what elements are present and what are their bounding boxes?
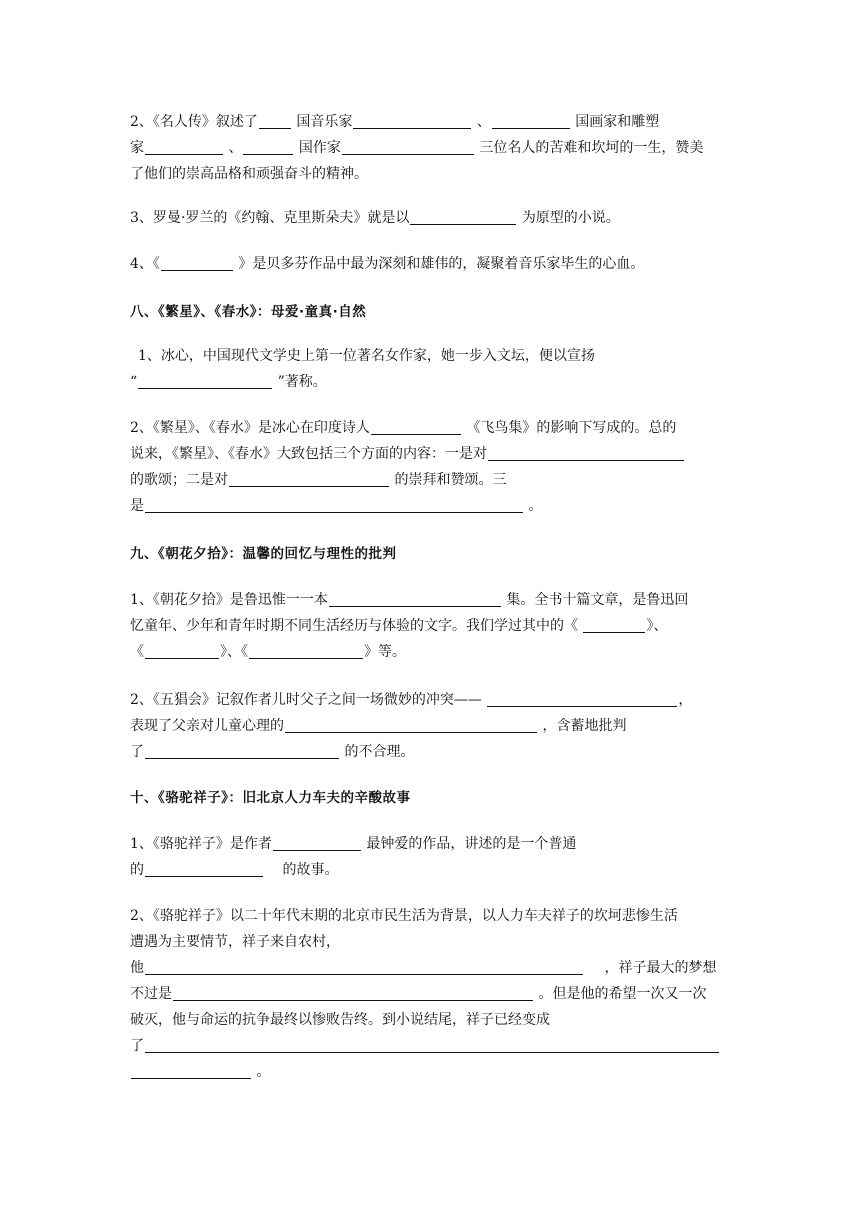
text: ，含蓄地批判 — [542, 718, 627, 734]
text: 他 — [130, 960, 144, 976]
text: 4、《 — [130, 256, 160, 272]
text: 国画家和雕塑 — [575, 114, 660, 130]
text: 的崇拜和赞颂。三 — [394, 472, 507, 488]
text: 》等。 — [364, 644, 406, 660]
answer-blank[interactable] — [492, 113, 570, 129]
text: 了 — [130, 1038, 144, 1054]
answer-blank[interactable] — [145, 497, 523, 513]
answer-blank[interactable] — [131, 1063, 251, 1079]
s10-q1-line1 — [130, 834, 576, 856]
s7-q4 — [130, 254, 644, 276]
text: 不过是 — [130, 986, 172, 1002]
text: 3、罗曼·罗兰的《约翰、克里斯朵夫》就是以 — [130, 210, 410, 226]
text: 2、《骆驼祥子》以二十年代末期的北京市民生活为背景，以人力车夫祥子的坎坷悲惨生活 — [130, 908, 678, 924]
text: 《飞鸟集》的影响下写成的。总的 — [466, 420, 677, 436]
answer-blank[interactable] — [229, 471, 389, 487]
s10-q2-line1 — [130, 906, 678, 928]
answer-blank[interactable] — [285, 717, 537, 733]
text: 》、 — [646, 618, 668, 634]
text: 了 — [130, 744, 144, 760]
s9-q2-line1 — [130, 690, 692, 712]
text: 的故事。 — [282, 862, 339, 878]
text: 。 — [528, 498, 543, 514]
s8-q2-line4 — [130, 496, 542, 518]
text: 的不合理。 — [344, 744, 415, 760]
s10-q2-line3 — [130, 958, 716, 980]
s10-q2-line2 — [130, 932, 340, 954]
s8-q2-line2 — [130, 444, 685, 466]
text: 忆童年、少年和青年时期不同生活经历与体验的文字。我们学过其中的《 — [130, 618, 578, 634]
answer-blank[interactable] — [138, 373, 272, 389]
text: 破灭，他与命运的抗争最终以惨败告终。到小说结尾，祥子已经变成 — [130, 1012, 550, 1028]
answer-blank[interactable] — [145, 643, 219, 659]
s7-q2-line1 — [130, 112, 659, 134]
answer-blank[interactable] — [410, 209, 516, 225]
text: 、 — [228, 140, 243, 156]
text: 。 — [256, 1064, 271, 1080]
s8-q2-line1 — [130, 418, 676, 440]
answer-blank[interactable] — [145, 861, 263, 877]
text: 遭遇为主要情节，祥子来自农村， — [130, 934, 340, 950]
text: 的 — [130, 862, 144, 878]
s8-q2-line3 — [130, 470, 506, 492]
text: 三位名人的苦难和坎坷的一生，赞美 — [479, 140, 704, 156]
answer-blank[interactable] — [145, 959, 583, 975]
text: 》是贝多芬作品中最为深刻和雄伟的，凝聚着音乐家毕生的心血。 — [238, 256, 645, 272]
text: “ — [130, 374, 138, 390]
answer-blank[interactable] — [145, 139, 223, 155]
section-heading-10: 十、《骆驼祥子》：旧北京人力车夫的辛酸故事 — [130, 790, 411, 806]
s10-q2-line5 — [130, 1010, 550, 1032]
section-heading-8: 八、《繁星》、《春水》：母爱·童真·自然 — [130, 304, 367, 320]
s10-q2-line7 — [130, 1062, 270, 1084]
text: 1、《骆驼祥子》是作者 — [130, 836, 272, 852]
s9-q2-line2 — [130, 716, 626, 738]
text: 国作家 — [298, 140, 341, 156]
text: 家 — [130, 140, 144, 156]
text: 表现了父亲对儿童心理的 — [130, 718, 284, 734]
answer-blank[interactable] — [371, 419, 461, 435]
s9-q1-line2 — [130, 616, 667, 638]
text: 为原型的小说。 — [521, 210, 620, 226]
text: 了他们的崇高品格和顽强奋斗的精神。 — [130, 166, 368, 182]
answer-blank[interactable] — [243, 139, 293, 155]
answer-blank[interactable] — [342, 139, 474, 155]
s8-q1-line1 — [138, 346, 595, 368]
text: 2、《繁星》、《春水》是冰心在印度诗人 — [130, 420, 370, 436]
answer-blank[interactable] — [145, 743, 339, 759]
s10-q2-line4 — [130, 984, 706, 1006]
text: 国音乐家 — [296, 114, 353, 130]
text: 1、《朝花夕拾》是鲁迅惟一一本 — [130, 592, 328, 608]
s10-q1-line2 — [130, 860, 338, 882]
answer-blank[interactable] — [173, 985, 533, 1001]
s10-q2-line6 — [130, 1036, 720, 1058]
answer-blank[interactable] — [273, 835, 361, 851]
section-heading-9: 九、《朝花夕拾》：温馨的回忆与理性的批判 — [130, 546, 397, 562]
s8-q1-line2 — [130, 372, 327, 394]
answer-blank[interactable] — [259, 113, 291, 129]
text: 1、冰心，中国现代文学史上第一位著名女作家，她一步入文坛，便以宣扬 — [138, 348, 595, 364]
s9-q1-line3 — [130, 642, 406, 664]
answer-blank[interactable] — [353, 113, 471, 129]
answer-blank[interactable] — [161, 255, 233, 271]
answer-blank[interactable] — [488, 445, 684, 461]
answer-blank[interactable] — [329, 591, 501, 607]
text: 。但是他的希望一次又一次 — [538, 986, 707, 1002]
answer-blank[interactable] — [249, 643, 363, 659]
text: 2、《名人传》叙述了 — [130, 114, 258, 130]
s9-q1-line1 — [130, 590, 688, 612]
text: 、 — [476, 114, 491, 130]
s7-q2-line2 — [130, 138, 703, 160]
answer-blank[interactable] — [487, 691, 677, 707]
s7-q3 — [130, 208, 620, 230]
text: 2、《五猖会》记叙作者儿时父子之间一场微妙的冲突—— — [130, 692, 482, 708]
text: ，祥子最大的梦想 — [604, 960, 717, 976]
s9-q2-line3 — [130, 742, 414, 764]
answer-blank[interactable] — [145, 1037, 719, 1053]
s7-q2-line3 — [130, 164, 368, 186]
text: ”著称。 — [277, 374, 327, 390]
answer-blank[interactable] — [583, 617, 645, 633]
text: 《 — [130, 644, 144, 660]
text: 说来，《繁星》、《春水》大致包括三个方面的内容：一是对 — [130, 446, 487, 462]
text: 的歌颂；二是对 — [130, 472, 228, 488]
text: 是 — [130, 498, 144, 514]
text: ， — [678, 692, 693, 708]
text: 集。全书十篇文章，是鲁迅回 — [506, 592, 689, 608]
text: 最钟爱的作品，讲述的是一个普通 — [366, 836, 577, 852]
text: 》、《 — [220, 644, 248, 660]
